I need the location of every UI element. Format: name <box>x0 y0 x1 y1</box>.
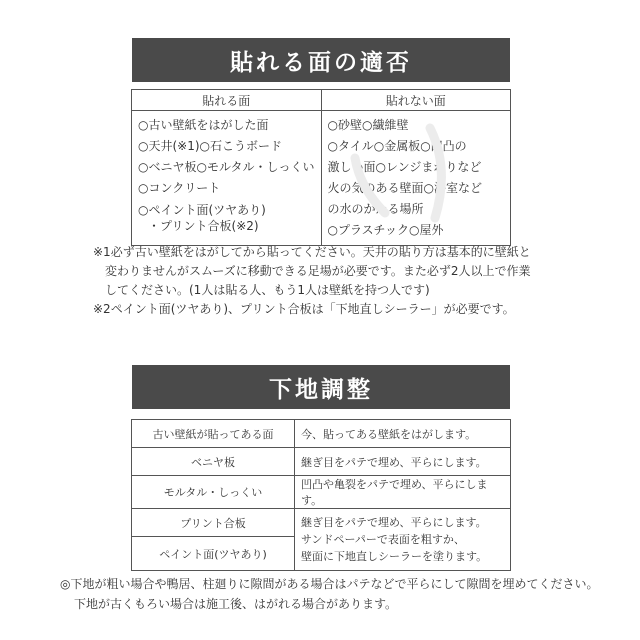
surface-label: ベニヤ板 <box>132 448 295 476</box>
list-item: ○天井(※1)○石こうボード <box>138 139 282 153</box>
table-row <box>132 420 511 448</box>
surface-label: モルタル・しっくい <box>132 476 295 509</box>
suitability-notes <box>93 243 563 319</box>
method-line: サンドペーパーで表面を粗すか、 <box>301 533 465 546</box>
table-row <box>132 476 511 509</box>
surface-label: ペイント面(ツヤあり) <box>132 537 295 571</box>
list-item: ○ペイント面(ツヤあり) <box>138 203 266 217</box>
method-line: 壁面に下地直しシーラーを塗ります。 <box>301 550 488 563</box>
section-title-suitability <box>132 38 510 82</box>
method-value: 凹凸や亀裂をパテで埋め、平らにします。 <box>295 476 511 509</box>
list-item: ○砂壁○繊維壁 <box>327 118 409 132</box>
method-value-merged <box>295 509 511 571</box>
note-line: ◎下地が粗い場合や鴨居、柱廻りに隙間がある場合はパテなどで平らにして隙間を埋めてください。 <box>60 577 599 591</box>
list-item: 激しい面○レンジまわりなど <box>327 160 482 174</box>
table-row <box>132 448 511 476</box>
section-title-preparation <box>132 365 510 409</box>
note-line: してください。(1人は貼る人、もう1人は壁紙を持つ人です) <box>105 283 430 297</box>
suitability-table <box>131 89 511 246</box>
section-title-text: 下地調整 <box>269 376 373 403</box>
surface-label: プリント合板 <box>132 509 295 537</box>
list-item: ○ベニヤ板○モルタル・しっくい <box>138 160 315 174</box>
table-row <box>132 509 511 537</box>
method-value: 継ぎ目をパテで埋め、平らにします。 <box>295 448 511 476</box>
surface-label: 古い壁紙が貼ってある面 <box>132 420 295 448</box>
ng-cell <box>321 111 511 246</box>
list-item: ○古い壁紙をはがした面 <box>138 118 269 132</box>
note-line: ※2ペイント面(ツヤあり)、プリント合板は「下地直しシーラー」が必要です。 <box>93 302 515 316</box>
method-value: 今、貼ってある壁紙をはがします。 <box>295 420 511 448</box>
column-header-ng: 貼れない面 <box>321 90 511 111</box>
preparation-table <box>131 419 511 571</box>
table-row <box>132 111 511 246</box>
section-title-text: 貼れる面の適否 <box>230 49 412 76</box>
list-item: ○タイル○金属板○凹凸の <box>327 139 467 153</box>
list-item: 火の気のある壁面○浴室など <box>327 181 482 195</box>
preparation-notes <box>60 574 630 614</box>
method-line: 継ぎ目をパテで埋め、平らにします。 <box>301 516 487 529</box>
list-item: ・プリント合板(※2) <box>148 219 259 233</box>
list-item: の水のかかる場所 <box>327 202 424 216</box>
note-line: 変わりませんがスムーズに移動できる足場が必要です。また必ず2人以上で作業 <box>105 264 531 278</box>
table-header-row <box>132 90 511 111</box>
note-line: ※1必ず古い壁紙をはがしてから貼ってください。天井の貼り方は基本的に壁紙と <box>93 245 531 259</box>
list-item: ○プラスチック○屋外 <box>327 223 444 237</box>
column-header-ok: 貼れる面 <box>132 90 322 111</box>
ok-cell <box>132 111 322 246</box>
list-item: ○コンクリート <box>138 181 221 195</box>
note-line: 下地が古くもろい場合は施工後、はがれる場合があります。 <box>74 597 398 611</box>
